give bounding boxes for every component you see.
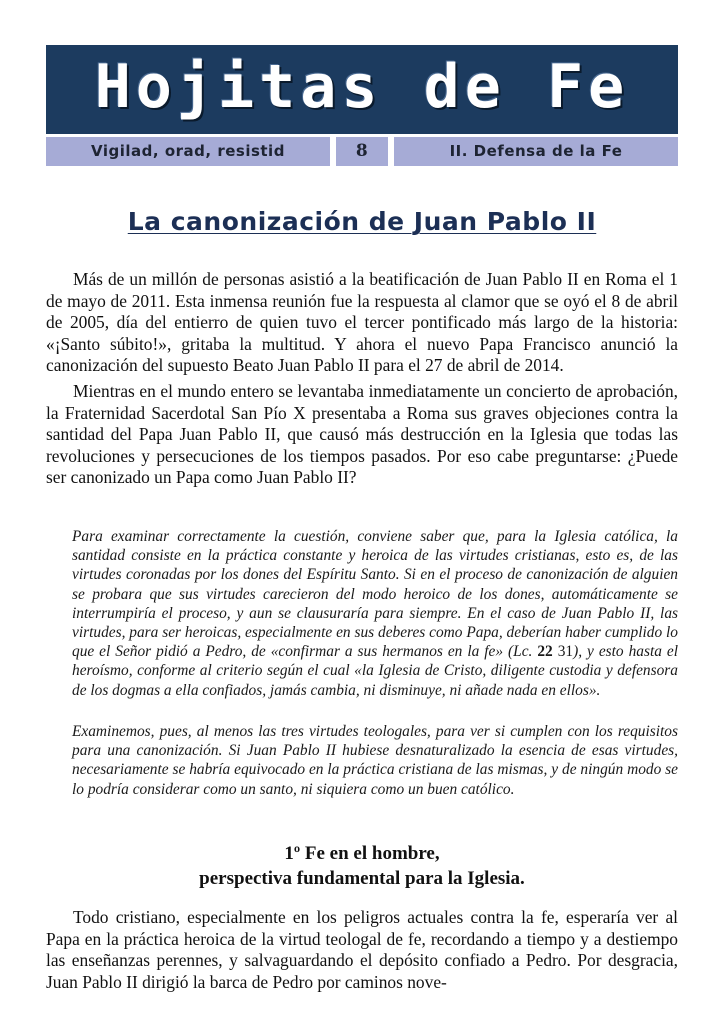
section-label: II. Defensa de la Fe <box>394 137 678 166</box>
quote-block-2 <box>72 722 678 799</box>
quote-1-verse: 31 <box>552 643 574 661</box>
issue-number: 8 <box>336 137 388 166</box>
paragraph-2: Mientras en el mundo entero se levantaba inmediatamente un concierto de aprobación, la Fraternidad Sacerdotal San Pío X presentaba a Roma sus graves objeciones contra la santidad del Papa Juan Pablo II, que causó más destrucción en la Iglesia que todas las revoluciones y persecuciones de los tiempos pasados. Por eso cabe preguntarse: ¿Puede ser canonizado un Papa como Juan Pablo II? <box>46 380 678 488</box>
quote-1 <box>72 527 678 700</box>
publication-title: Hojitas de Fe <box>94 52 630 122</box>
quote-1-text: Para examinar correctamente la cuestión, conviene saber que, para la Iglesia católica, la santidad consiste en la práctica constante y heroica de las virtudes cristianas, esto es, de las virtudes coronadas por los dones del Espíritu Santo. Si en el proceso de canonización de alguien se probara que sus virtudes carecieron del modo heroico de los dones, automáticamente se interrumpiría el proceso, y aun se clausuraría para siempre. En el caso de Juan Pablo II, las virtudes, para ser heroicas, especialmente en sus deberes como Papa, deberían haber cumplido lo que el Señor pidió a Pedro, de «confirmar a sus hermanos en la fe» (Lc. <box>72 528 678 661</box>
masthead-subband <box>46 134 678 169</box>
masthead <box>46 45 678 169</box>
section-heading <box>46 841 678 891</box>
section-heading-line-1: 1º Fe en el hombre, <box>284 843 440 864</box>
paragraph-1: Más de un millón de personas asistió a la beatificación de Juan Pablo II en Roma el 1 de mayo de 2011. Esta inmensa reunión fue la respuesta al clamor que se oyó el 8 de abril de 2005, día del entierro de quien tuvo el tercer pontificado más largo de la historia: «¡Santo súbito!», gritaba la multitud. Y ahora el nuevo Papa Francisco anunció la canonización del supuesto Beato Juan Pablo II para el 27 de abril de 2014. <box>46 269 678 376</box>
motto: Vigilad, orad, resistid <box>46 137 330 166</box>
masthead-banner <box>46 45 678 134</box>
quote-2: Examinemos, pues, al menos las tres virtudes teologales, para ver si cumplen con los requisitos para una canonización. Si Juan Pablo II hubiese desnaturalizado la esencia de esas virtudes, necesariamente se habría equivocado en la práctica cristiana de las mismas, y de ningún modo se lo podría considerar como un santo, ni siquiera como un buen católico. <box>72 723 678 798</box>
intro-paragraphs <box>46 269 678 489</box>
section-heading-line-2: perspectiva fundamental para la Iglesia. <box>199 868 525 889</box>
quote-block-1 <box>72 527 678 700</box>
final-paragraph-block <box>46 907 678 993</box>
article-title: La canonización de Juan Pablo II <box>127 207 597 236</box>
quote-1-text-end: ), y esto hasta el heroísmo, conforme al criterio según el cual «la Iglesia de Cristo, diligente custodia y defensora de los dogmas a ella confiados, jamás cambia, ni disminuye, ni añade nada en ellos». <box>72 643 678 699</box>
final-paragraph: Todo cristiano, especialmente en los peligros actuales contra la fe, esperaría ver al Papa en la práctica heroica de la virtud teologal de fe, recordando a tiempo y a destiempo las enseñanzas perennes, y salvaguardando el depósito confiado a Pedro. Por desgracia, Juan Pablo II dirigió la barca de Pedro por caminos nove- <box>46 907 678 992</box>
quote-1-chapter: 22 <box>537 643 553 661</box>
